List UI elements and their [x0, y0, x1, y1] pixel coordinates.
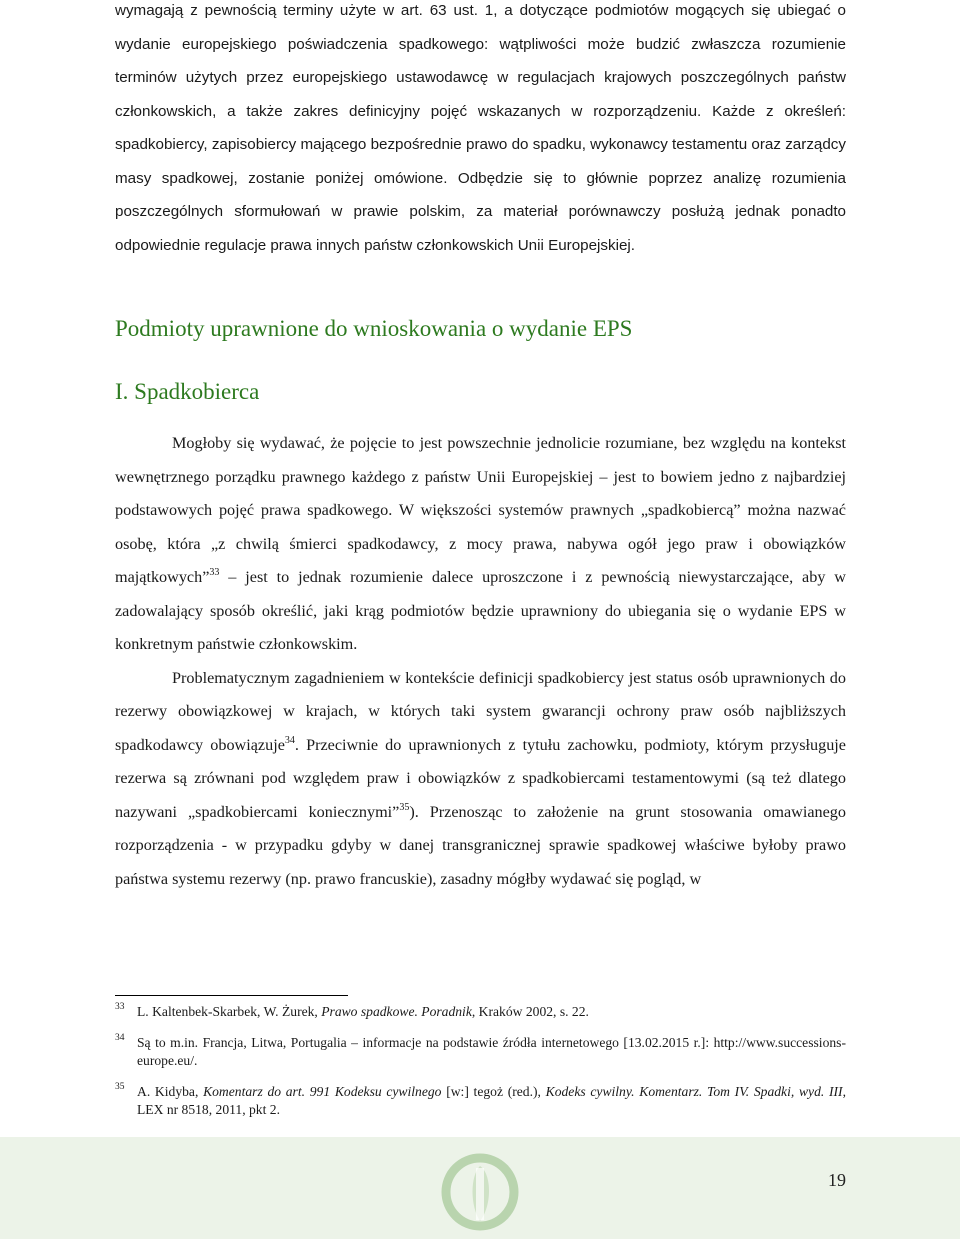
paragraph-line: wymagają z pewnością terminy użyte w art. 63 ust. 1, a dotyczące podmiotów mogących się: [115, 2, 778, 19]
text-run: . Przeciwnie do uprawnionych z tytułu zachowku, podmioty, którym przysługuje rezerwa są zrównani pod względem praw i obowiązków z spadkobiercami testamentowymi (są też dlatego nazywani „spadkobiercami koniecznymi”: [115, 735, 846, 821]
paragraph-tail: Każde z określeń: spadkobiercy, zapisobiercy mającego bezpośrednie prawo do spadku, wykonawcy testamentu oraz zarządcy masy spadkowej, zostanie poniżej omówione. Odbędzie się to głównie poprzez analizę rozumienia poszczególnych sformułowań w prawie polskim, za materiał porównawczy posłużą jednak ponadto odpowiednie regulacje prawa innych państw członkowskich Unii Europejskiej.: [115, 102, 846, 254]
footnote-text: A. Kidyba,: [137, 1084, 204, 1099]
footnote-ref-35[interactable]: 35: [399, 801, 410, 813]
footnote-ref-34[interactable]: 34: [284, 734, 295, 746]
text-run: Problematycznym zagadnieniem w kontekście definicji spadkobiercy jest status osób uprawnionych do rezerwy obowiązkowej w krajach, w których taki system gwarancji ochrony praw osób najbliższych spadkodawcy obowiązuje: [115, 668, 846, 754]
page-number: 19: [828, 1170, 846, 1190]
footnote-number: 33: [115, 1002, 125, 1012]
text-run: Mogłoby się wydawać, że pojęcie to jest powszechnie jednolicie rozumiane, bez względu na kontekst wewnętrznego porządku prawnego każdego z państw Unii Europejskiej – jest to bowiem jedno z najbardziej podstawowych pojęć prawa spadkowego. W większości systemów prawnych „spadkobiercą” można nazwać osobę, która „z chwilą śmierci spadkodawcy, z mocy prawa, nabywa ogół jego praw i obowiązków majątkowych”: [115, 434, 846, 586]
paragraph-line: ubiegać o wydanie europejskiego poświadczenia spadkowego: wątpliwości może budzić: [115, 2, 846, 53]
paragraph-line: wskazanych w rozporządzeniu.: [477, 102, 702, 120]
footnotes: [115, 1003, 846, 1132]
footnote-33: [115, 1003, 846, 1021]
footnote-text: L. Kaltenbek-Skarbek, W. Żurek,: [137, 1004, 322, 1019]
footnote-title: Kodeks cywilny. Komentarz. Tom IV. Spadki, wyd. III: [545, 1084, 843, 1099]
footnote-text: [w:] tegoż (red.),: [441, 1084, 546, 1099]
footnote-text: , Kraków 2002, s. 22.: [471, 1004, 589, 1019]
footnote-ref-33[interactable]: 33: [209, 567, 220, 578]
footnote-34: [115, 1034, 846, 1070]
paragraph-rezerwa: [115, 662, 846, 897]
paragraph-line: zwłaszcza rozumienie terminów użytych przez europejskiego ustawodawcę w regulacjach: [115, 35, 846, 86]
paragraph-spadkobierca: [115, 427, 846, 662]
footnote-number: 35: [115, 1082, 125, 1092]
body-text-main: [115, 427, 846, 896]
footnote-number: 34: [115, 1033, 125, 1043]
paragraph-line: krajowych poszczególnych państw członkowskich, a także zakres definicyjny pojęć: [115, 69, 846, 120]
footnote-text: Są to m.in. Francja, Litwa, Portugalia – informacje na podstawie źródła internetowego [13.02.2015 r.]: http://www.successions-europe.eu/.: [137, 1035, 846, 1068]
text-run: ). Przenosząc to założenie na grunt stosowania omawianego rozporządzenia - w przypadku gdyby w danej transgranicznej sprawie spadkowej właściwe byłoby prawo państwa systemu rezerwy (np. prawo francuskie), zasadny mógłby wydawać się pogląd, w: [115, 802, 846, 888]
footnote-text: , LEX nr 8518, 2011, pkt 2.: [137, 1084, 846, 1117]
watermark-logo-icon: [440, 1146, 520, 1239]
text-run: – jest to jednak rozumienie dalece uproszczone i z pewnością niewystarczające, aby w zadowalający sposób określić, jaki krąg podmiotów będzie uprawniony do ubiegania się o wydanie EPS w konkretnym państwie członkowskim.: [115, 568, 846, 653]
subsection-heading: I. Spadkobierca: [115, 379, 260, 404]
footnote-divider: [115, 995, 348, 996]
body-text-top: [115, 0, 846, 262]
paragraph-intro: [115, 0, 846, 262]
section-heading: Podmioty uprawnione do wnioskowania o wydanie EPS: [115, 316, 633, 341]
footnote-35: [115, 1083, 846, 1119]
footnote-title: Komentarz do art. 991 Kodeksu cywilnego: [203, 1084, 442, 1099]
footnote-title: Prawo spadkowe. Poradnik: [321, 1004, 472, 1019]
